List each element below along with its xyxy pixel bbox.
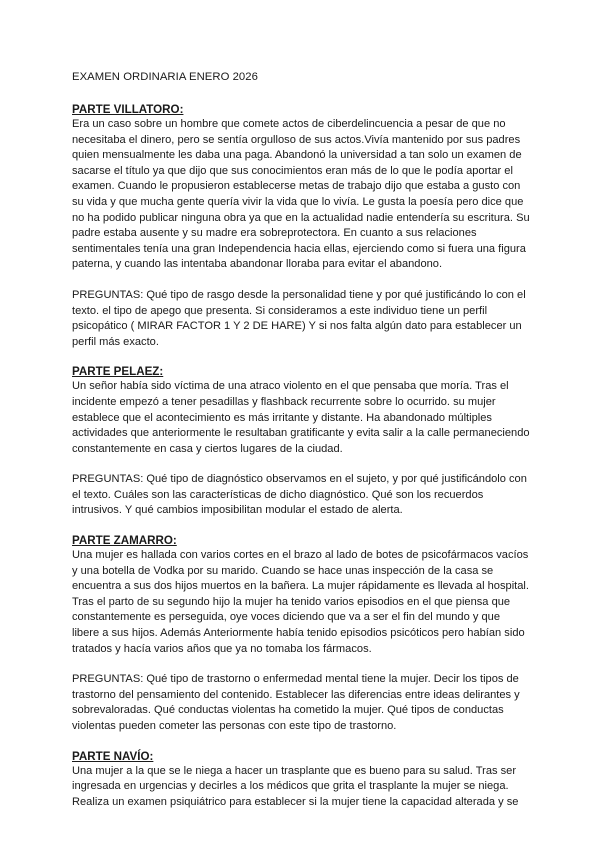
questions-text: PREGUNTAS: Qué tipo de trastorno o enfermedad mental tiene la mujer. Decir los tipos de trastorno del pensamiento del contenido. Establecer las diferencias entre ideas delirantes y sobrevaloradas. Qué conductas violentas ha cometido la mujer. Qué tipos de conductas violentas pueden cometer las personas con este tipo de trastorno. [72, 673, 520, 732]
case-text: Era un caso sobre un hombre que comete actos de ciberdelincuencia a pesar de que no necesitaba el dinero, pero se sentía orgulloso de sus actos.Vivía mantenido por sus padres quien mensualmente les daba una paga. Abandonó la universidad a tan solo un examen de sacarse el título ya que dijo que sus conocimientos eran más de lo que le podía aportar el examen. Cuando le propusieron establecerse metas de trabajo dijo que estaba a gusto con su vida y que mucha gente quería vivir la vida que lo vivía. Le gusta la poesía pero dice que no ha podido publicar ninguna obra ya que en la actualidad nadie entendería su escritura. Su padre estaba ausente y su madre era sobreprotectora. En cuanto a sus relaciones sentimentales tenía una gran Independencia hacia ellas, ejerciendo como si fuera una figura paterna, y cuando las intentaba abandonar lloraba para evitar el abandono. [72, 118, 530, 271]
section-zamarro [72, 534, 530, 735]
section-heading: PARTE PELAEZ: [72, 365, 164, 379]
section-heading: PARTE ZAMARRO: [72, 534, 177, 548]
questions-text: PREGUNTAS: Qué tipo de diagnóstico observamos en el sujeto, y por qué justificándolo con el texto. Cuáles son las características de dicho diagnóstico. Qué son los recuerdos intrusivos. Y qué cambios imposibilitan modular el estado de alerta. [72, 473, 527, 517]
questions-text: PREGUNTAS: Qué tipo de rasgo desde la personalidad tiene y por qué justificándo lo con el texto. el tipo de apego que presenta. Si consideramos a este individuo tiene un perfil psicopático ( MIRAR FACTOR 1 Y 2 DE HARE) Y si nos falta algún dato para establecer un perfil más exacto. [72, 288, 526, 348]
section-villatoro [72, 103, 530, 350]
case-text: Una mujer es hallada con varios cortes en el brazo al lado de botes de psicofármacos vacíos y una botella de Vodka por su marido. Cuando se hace unas inspección de la casa se encuentra a sus dos hijos muertos en la bañera. La mujer rápidamente es llevada al hospital. Tras el parto de su segundo hijo la mujer ha tenido varios episodios en el que piensa que constantemente es perseguida, oye voces diciendo que va a ser el fin del mundo y que libere a sus hijos. Además Anteriormente había tenido episodios psicóticos pero habían sido tratados y hacía varios años que ya no tomaba los fármacos. [72, 549, 529, 655]
case-text: Una mujer a la que se le niega a hacer un trasplante que es bueno para su salud. Tras ser ingresada en urgencias y decirles a los médicos que grita el trasplante la mujer se niega. Realiza un examen psiquiátrico para establecer si la mujer tiene la capacidad alterada y se [72, 764, 519, 808]
section-heading: PARTE NAVÍO: [72, 749, 154, 763]
section-pelaez [72, 365, 530, 519]
exam-title: EXAMEN ORDINARIA ENERO 2026 [72, 71, 258, 83]
case-text: Un señor había sido víctima de una atraco violento en el que pensaba que moría. Tras el incidente empezó a tener pesadillas y flashback recurrente sobre lo ocurrido. su mujer establece que el acontecimiento es más irritante y distante. Ha abandonado múltiples actividades que anteriormente le resultaban gratificante y evita salir a la calle permaneciendo constantemente en casa y ciertos lugares de la ciudad. [72, 380, 530, 455]
section-heading: PARTE VILLATORO: [72, 103, 184, 116]
section-navio [72, 750, 530, 811]
